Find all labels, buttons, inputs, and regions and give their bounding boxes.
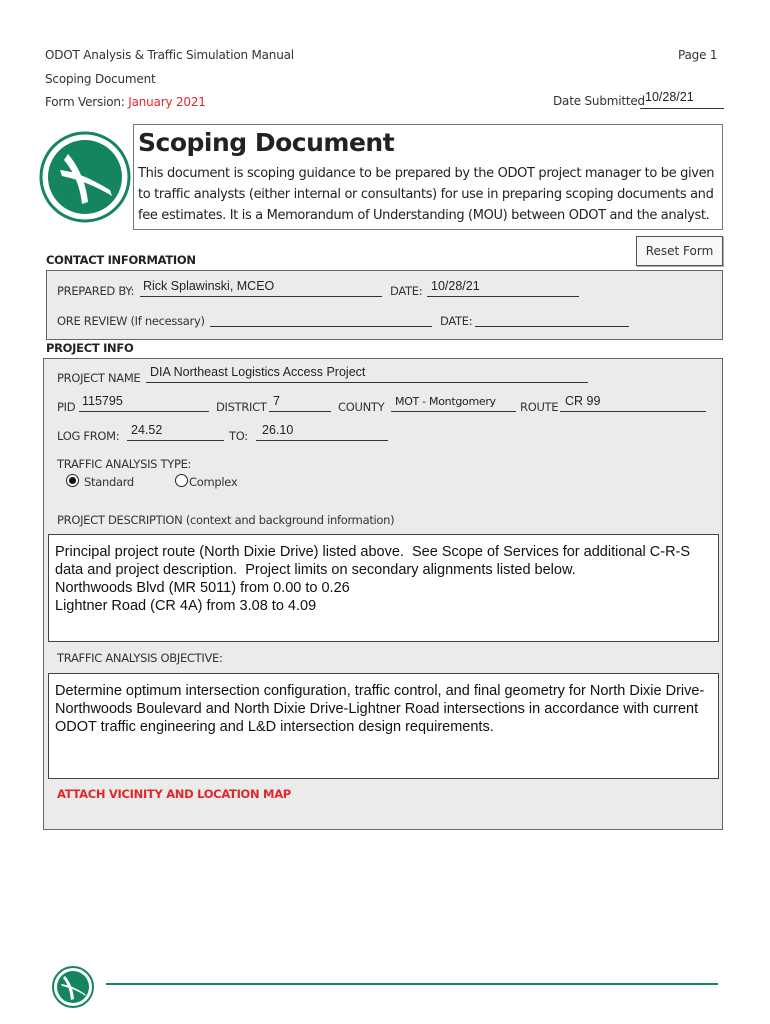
description-textarea[interactable]: Principal project route (North Dixie Drive) listed above. See Scope of Services for additional C-R-S data and project description. Project limits on secondary alignments listed below. Northwoods Blvd (MR 5011) from 0.00 to 0.26 Lightner Road (CR 4A) from 3.08 to 4.09: [48, 534, 719, 642]
reset-form-button[interactable]: Reset Form: [636, 236, 723, 266]
page-number: Page 1: [678, 48, 718, 62]
log-to-label: TO:: [229, 429, 248, 443]
ore-date-line: [475, 313, 629, 327]
description-label: PROJECT DESCRIPTION (context and background information): [57, 513, 395, 527]
objective-textarea[interactable]: Determine optimum intersection configuration, traffic control, and final geometry for North Dixie Drive-Northwoods Boulevard and North Dixie Drive-Lightner Road intersections in accordance with current ODOT traffic engineering and L&D intersection design requirements.: [48, 673, 719, 779]
log-to-field[interactable]: 26.10: [262, 423, 294, 437]
objective-label: TRAFFIC ANALYSIS OBJECTIVE:: [57, 651, 223, 665]
radio-standard-label: Standard: [84, 475, 134, 489]
contact-date-label: DATE:: [390, 284, 423, 298]
odot-logo: [38, 130, 132, 224]
radio-standard-dot: [69, 477, 76, 484]
footer-logo: [51, 965, 95, 1009]
county-label: COUNTY: [338, 400, 385, 414]
date-submitted-label: Date Submitted: [553, 94, 645, 108]
district-label: DISTRICT: [216, 400, 267, 414]
radio-standard[interactable]: [66, 474, 79, 487]
form-version-value: January 2021: [128, 95, 206, 109]
prepared-by-field[interactable]: Rick Splawinski, MCEO: [143, 279, 275, 293]
doc-type: Scoping Document: [45, 72, 156, 86]
page-title: Scoping Document: [138, 128, 395, 157]
prepared-by-label: PREPARED BY:: [57, 284, 135, 298]
footer-rule: [106, 983, 718, 985]
route-label: ROUTE: [520, 400, 559, 414]
title-description: This document is scoping guidance to be prepared by the ODOT project manager to be given to traffic analysts (either internal or consultants) for use in preparing scoping documents and fee estimates. It is a Memorandum of Understanding (MOU) between ODOT and the analyst.: [138, 166, 715, 223]
attach-map-note: ATTACH VICINITY AND LOCATION MAP: [57, 787, 291, 801]
manual-title: ODOT Analysis & Traffic Simulation Manual: [45, 48, 294, 62]
radio-complex-label: Complex: [189, 475, 238, 489]
county-select[interactable]: MOT - Montgomery: [395, 395, 496, 408]
ore-review-line: [210, 313, 432, 327]
form-version-label: Form Version:: [45, 95, 125, 109]
pid-label: PID: [57, 400, 76, 414]
district-field[interactable]: 7: [273, 394, 280, 408]
ore-date-label: DATE:: [440, 314, 473, 328]
date-submitted-field[interactable]: 10/28/21: [645, 90, 694, 104]
form-version: [45, 95, 206, 109]
log-from-field[interactable]: 24.52: [131, 423, 163, 437]
log-from-label: LOG FROM:: [57, 429, 120, 443]
contact-date-field[interactable]: 10/28/21: [431, 279, 480, 293]
route-field[interactable]: CR 99: [565, 394, 601, 408]
analysis-type-label: TRAFFIC ANALYSIS TYPE:: [57, 457, 192, 471]
project-name-label: PROJECT NAME: [57, 371, 141, 385]
pid-field[interactable]: 115795: [82, 394, 123, 408]
ore-review-label: ORE REVIEW (If necessary): [57, 314, 205, 328]
title-box: [133, 124, 723, 230]
contact-section-label: CONTACT INFORMATION: [46, 253, 196, 267]
radio-complex[interactable]: [175, 474, 188, 487]
project-name-field[interactable]: DIA Northeast Logistics Access Project: [150, 365, 366, 379]
project-section-label: PROJECT INFO: [46, 341, 134, 355]
